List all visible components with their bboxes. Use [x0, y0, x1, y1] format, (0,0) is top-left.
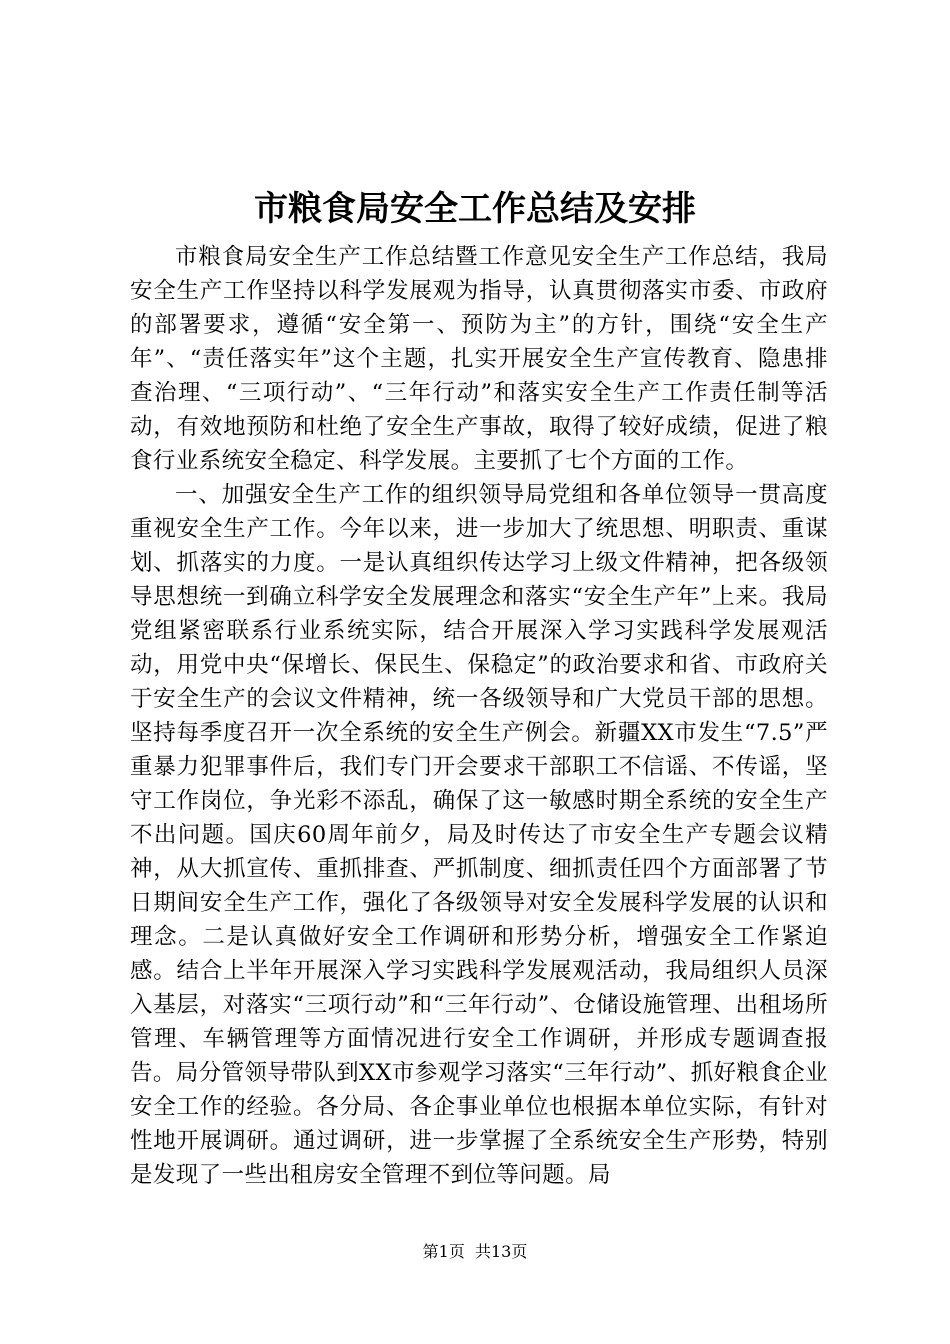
paragraph-section-one: 一、加强安全生产工作的组织领导局党组和各单位领导一贯高度重视安全生产工作。今年以来，进一步加大了统思想、明职责、重谋划、抓落实的力度。一是认真组织传达学习上级文件精神，把各级领导思想统一到确立科学安全发展理念和落实“安全生产年”上来。我局党组紧密联系行业系统实际，结合开展深入学习实践科学发展观活动，用党中央“保增长、保民生、保稳定”的政治要求和省、市政府关于安全生产的会议文件精神，统一各级领导和广大党员干部的思想。坚持每季度召开一次全系统的安全生产例会。新疆XX市发生“7.5”严重暴力犯罪事件后，我们专门开会要求干部职工不信谣、不传谣，坚守工作岗位，争光彩不添乱，确保了这一敏感时期全系统的安全生产不出问题。国庆60周年前夕，局及时传达了市安全生产专题会议精神，从大抓宣传、重抓排查、严抓制度、细抓责任四个方面部署了节日期间安全生产工作，强化了各级领导对安全发展科学发展的认识和理念。二是认真做好安全工作调研和形势分析，增强安全工作紧迫感。结合上半年开展深入学习实践科学发展观活动，我局组织人员深入基层，对落实“三项行动”和“三年行动”、仓储设施管理、出租场所管理、车辆管理等方面情况进行安全工作调研，并形成专题调查报告。局分管领导带队到XX市参观学习落实“三年行动”、抓好粮食企业安全工作的经验。各分局、各企事业单位也根据本单位实际，有针对性地开展调研。通过调研，进一步掌握了全系统安全生产形势，特别是发现了一些出租房安全管理不到位等问题。局	[130, 482, 828, 1188]
page-footer	[0, 1240, 950, 1264]
document-body	[130, 240, 828, 1192]
page-number: 第1页 共13页	[422, 1242, 528, 1261]
document-title: 市粮食局安全工作总结及安排	[254, 189, 696, 229]
paragraph-intro: 市粮食局安全生产工作总结暨工作意见安全生产工作总结，我局安全生产工作坚持以科学发展观为指导，认真贯彻落实市委、市政府的部署要求，遵循“安全第一、预防为主”的方针，围绕“安全生产年”、“责任落实年”这个主题，扎实开展安全生产宣传教育、隐患排查治理、“三项行动”、“三年行动”和落实安全生产工作责任制等活动，有效地预防和杜绝了安全生产事故，取得了较好成绩，促进了粮食行业系统安全稳定、科学发展。主要抓了七个方面的工作。	[130, 244, 828, 474]
